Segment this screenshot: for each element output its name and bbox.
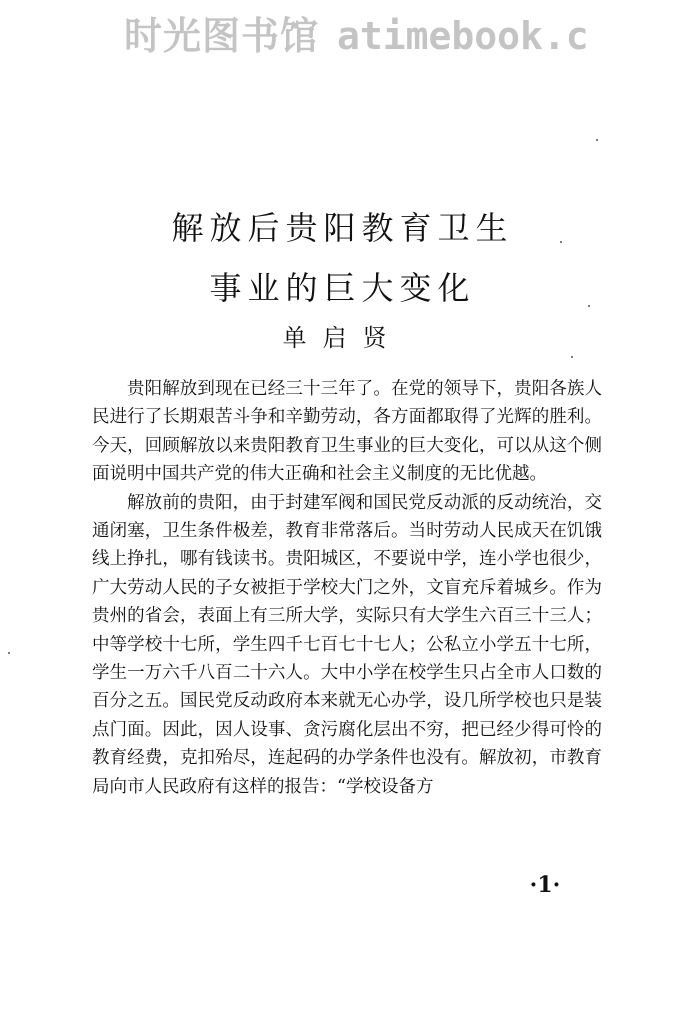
scan-speck: [8, 652, 10, 654]
article-title-line-1: 解放后贵阳教育卫生: [171, 209, 514, 247]
scan-speck: [588, 305, 590, 307]
article-body: [92, 375, 602, 801]
watermark: [124, 12, 675, 60]
article-title-line-2: 事业的巨大变化: [209, 269, 476, 307]
scan-speck: [560, 241, 562, 243]
scan-speck: [571, 356, 573, 358]
watermark-cn: 时光图书馆: [124, 14, 320, 58]
page-number: ·1·: [529, 872, 561, 898]
watermark-url: atimebook.c: [337, 14, 589, 58]
article-paragraph: 解放前的贵阳，由于封建军阀和国民党反动派的反动统治，交通闭塞，卫生条件极差，教育非常落后。当时劳动人民成天在饥饿线上挣扎，哪有钱读书。贵阳城区，不要说中学，连小学也很少，广大劳动人民的子女被拒于学校大门之外，文盲充斥着城乡。作为贵州的省会，表面上有三所大学，实际只有大学生六百三十三人；中等学校十七所，学生四千七百七十七人；公私立小学五十七所，学生一万六千八百二十六人。大中小学在校学生只占全市人口数的百分之五。国民党反动政府本来就无心办学，设几所学校也只是装点门面。因此，因人设事、贪污腐化层出不穷，把已经少得可怜的教育经费，克扣殆尽，连起码的办学条件也没有。解放初，市教育局向市人民政府有这样的报告：“学校设备方: [92, 492, 602, 797]
article-paragraph: 贵阳解放到现在已经三十三年了。在党的领导下，贵阳各族人民进行了长期艰苦斗争和辛勤劳动，各方面都取得了光辉的胜利。今天，回顾解放以来贵阳教育卫生事业的巨大变化，可以从这个侧面说明中国共产党的伟大正确和社会主义制度的无比优越。: [92, 379, 602, 485]
scan-speck: [596, 139, 598, 141]
article-author: 单启贤: [282, 324, 403, 352]
